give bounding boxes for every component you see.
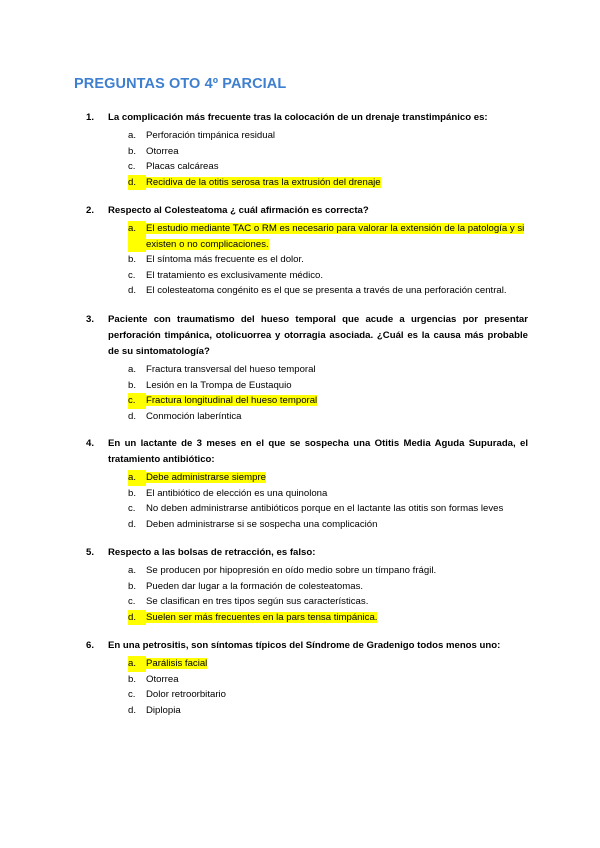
option-letter: c. (128, 503, 136, 515)
option-letter: a. (128, 565, 137, 576)
question-text: La complicación más frecuente tras la colocación de un drenaje transtimpánico es: (108, 112, 488, 123)
option-text: Deben administrarse si se sospecha una complicación (146, 518, 378, 530)
option-letter: d. (128, 704, 137, 716)
option-letter: b. (128, 673, 137, 685)
question-3 (86, 312, 528, 424)
option-4d (86, 517, 528, 533)
option-text: Se clasifican en tres tipos según sus características. (146, 596, 369, 608)
option-4b (86, 486, 528, 502)
option-2b (86, 252, 528, 268)
option-text-highlighted: Suelen ser más frecuentes en la pars tensa timpánica. (146, 611, 378, 623)
option-3d (86, 409, 528, 425)
option-5d (86, 610, 528, 626)
question-number: 2. (86, 205, 95, 216)
option-text: Perforación timpánica residual (146, 130, 276, 141)
option-letter: d. (128, 285, 137, 297)
option-1a (86, 128, 528, 144)
option-text: Lesión en la Trompa de Eustaquio (146, 379, 292, 391)
option-text: Dolor retroorbitario (146, 689, 226, 701)
option-3b (86, 378, 528, 394)
option-text-highlighted: Recidiva de la otitis serosa tras la extrusión del drenaje (146, 176, 381, 188)
option-letter: b. (128, 254, 137, 266)
question-text: Respecto al Colesteatoma ¿ cuál afirmación es correcta? (108, 205, 369, 216)
option-text: Conmoción laberíntica (146, 410, 242, 422)
option-letter: c. (128, 393, 146, 409)
option-letter: c. (128, 269, 136, 281)
option-2c (86, 268, 528, 284)
option-text: El antibiótico de elección es una quinolona (146, 487, 328, 499)
question-number: 6. (86, 640, 95, 651)
option-4c (86, 501, 528, 517)
option-text-highlighted: Parálisis facial (146, 658, 208, 669)
question-text: En una petrositis, son síntomas típicos del Síndrome de Gradenigo todos menos uno: (108, 640, 501, 651)
question-text: Respecto a las bolsas de retracción, es falso: (108, 547, 316, 558)
option-letter: c. (128, 596, 136, 608)
option-6a (86, 656, 528, 672)
option-letter: c. (128, 689, 136, 701)
option-3c (86, 393, 528, 409)
option-1c (86, 159, 528, 175)
question-text: Paciente con traumatismo del hueso temporal que acude a urgencias por presentar perforación timpánica, otolicuorrea y otorragia asociada. ¿Cuál es la causa más probable de su sintomatología? (108, 314, 528, 357)
option-letter: b. (128, 487, 137, 499)
option-letter: a. (128, 221, 146, 252)
option-2a (86, 221, 528, 252)
option-letter: a. (128, 130, 137, 141)
option-text: Fractura transversal del hueso temporal (146, 364, 316, 375)
option-letter: c. (128, 161, 136, 173)
option-text-highlighted: Fractura longitudinal del hueso temporal (146, 395, 318, 407)
option-letter: a. (128, 656, 146, 672)
option-letter: d. (128, 410, 137, 422)
option-letter: b. (128, 145, 137, 157)
option-text: Otorrea (146, 673, 179, 685)
question-text: En un lactante de 3 meses en el que se sospecha una Otitis Media Aguda Supurada, el tratamiento antibiótico: (108, 438, 528, 465)
option-6c (86, 687, 528, 703)
option-text: El colesteatoma congénito es el que se presenta a través de una perforación central. (146, 285, 507, 297)
option-4a (86, 470, 528, 486)
option-6d (86, 703, 528, 719)
option-letter: d. (128, 610, 146, 626)
option-text: El síntoma más frecuente es el dolor. (146, 254, 304, 266)
option-letter: a. (128, 364, 137, 375)
option-letter: b. (128, 580, 137, 592)
option-text: Se producen por hipopresión en oído medio sobre un tímpano frágil. (146, 565, 437, 576)
option-2d (86, 283, 528, 299)
option-letter: d. (128, 175, 146, 191)
question-1 (86, 110, 528, 190)
question-number: 3. (86, 314, 95, 325)
option-text: El tratamiento es exclusivamente médico. (146, 269, 324, 281)
option-letter: a. (128, 470, 146, 486)
option-text-highlighted: El estudio mediante TAC o RM es necesario para valorar la extensión de la patología y si existen o no complicaciones. (146, 223, 525, 250)
option-letter: d. (128, 518, 137, 530)
option-letter: b. (128, 379, 137, 391)
option-text: Otorrea (146, 145, 179, 157)
page-title: PREGUNTAS OTO 4º PARCIAL (74, 76, 287, 92)
question-4 (86, 436, 528, 532)
option-5a (86, 563, 528, 579)
option-1b (86, 144, 528, 160)
option-text: Pueden dar lugar a la formación de colesteatomas. (146, 580, 364, 592)
question-2 (86, 203, 528, 299)
option-5c (86, 594, 528, 610)
option-1d (86, 175, 528, 191)
option-text: Diplopia (146, 704, 181, 716)
option-3a (86, 362, 528, 378)
question-number: 1. (86, 112, 95, 123)
option-text-highlighted: Debe administrarse siempre (146, 472, 266, 483)
option-5b (86, 579, 528, 595)
option-text: Placas calcáreas (146, 161, 219, 173)
question-number: 5. (86, 547, 95, 558)
question-5 (86, 545, 528, 625)
question-6 (86, 638, 528, 718)
option-6b (86, 672, 528, 688)
question-number: 4. (86, 438, 95, 449)
option-text: No deben administrarse antibióticos porque en el lactante las otitis son formas leves (146, 503, 504, 515)
